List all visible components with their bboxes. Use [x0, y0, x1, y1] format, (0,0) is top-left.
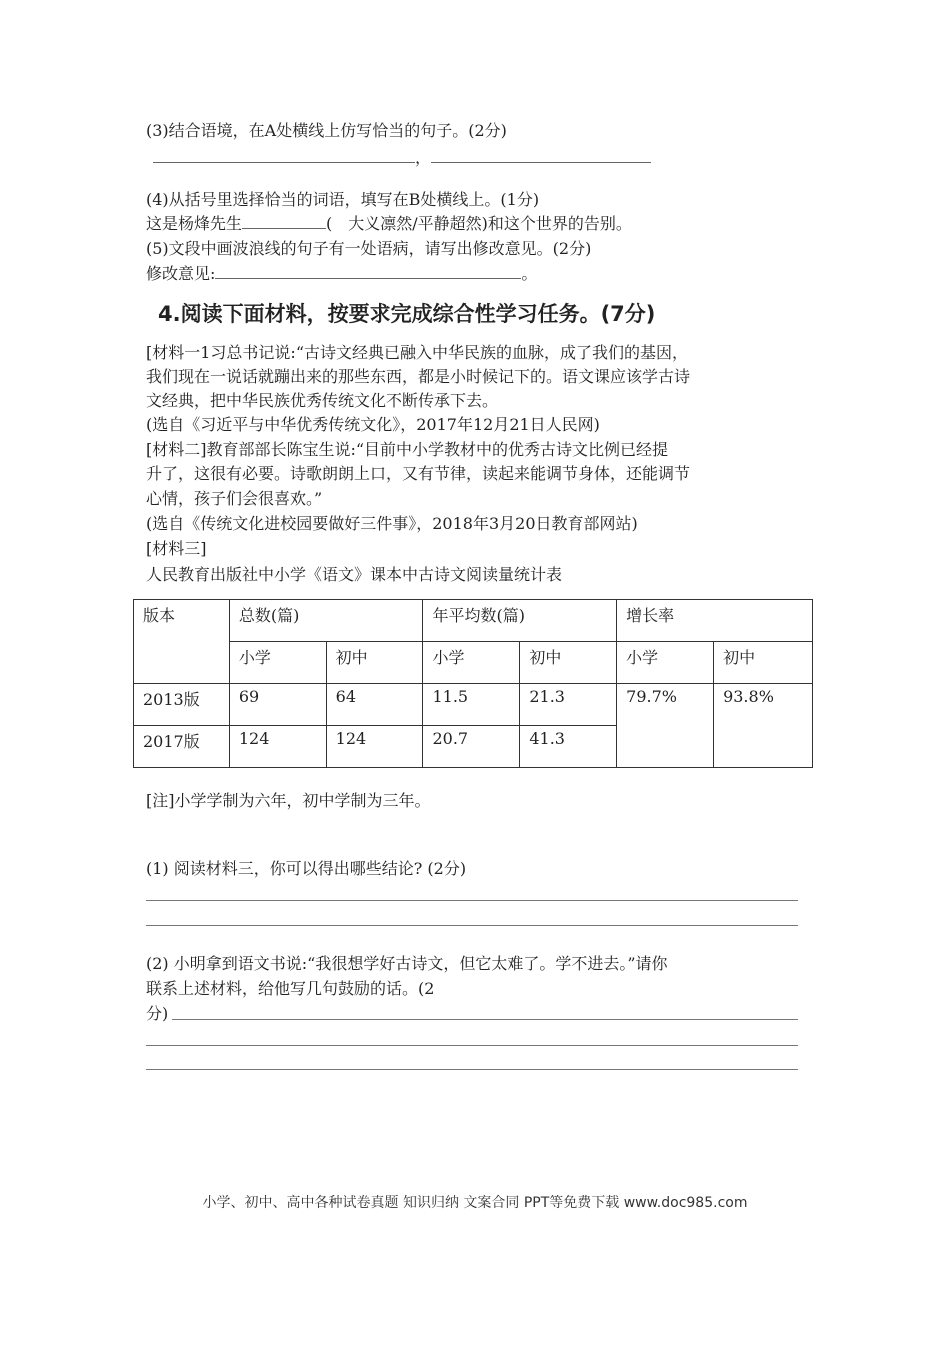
subheader-avg-junior: 初中	[520, 642, 617, 684]
answer-line-2c[interactable]	[146, 1069, 798, 1070]
question-4-prompt: (4)从括号里选择恰当的词语，填写在B处横线上。(1分)	[146, 190, 540, 209]
revision-blank[interactable]	[215, 262, 521, 279]
table-row	[134, 684, 813, 726]
answer-line-2b[interactable]	[146, 1045, 798, 1046]
material-1-line-2: 我们现在一说话就蹦出来的那些东西，都是小时候记下的。语文课应该学古诗	[146, 367, 691, 386]
question-3-answer-line[interactable]	[153, 146, 651, 170]
subheader-total-junior: 初中	[326, 642, 423, 684]
material-1-line-3: 文经典，把中华民族优秀传统文化不断传承下去。	[146, 391, 499, 410]
statistics-table	[133, 599, 813, 768]
material-2-source: (选自《传统文化进校园要做好三件事》，2018年3月20日教育部网站)	[146, 514, 638, 533]
revision-end: 。	[521, 264, 538, 283]
material-3-label: [材料三]	[146, 539, 207, 558]
table-subheader-row	[134, 642, 813, 684]
answer-line-1b[interactable]	[146, 925, 798, 926]
subheader-avg-primary: 小学	[423, 642, 520, 684]
cell-version: 2017版	[134, 726, 230, 768]
cell-avg-primary: 20.7	[423, 726, 520, 768]
material-1-line-1: [材料一1习总书记说:“古诗文经典已融入中华民族的血脉，成了我们的基因，	[146, 343, 688, 362]
cell-total-junior: 124	[326, 726, 423, 768]
header-version: 版本	[134, 600, 230, 684]
subheader-growth-junior: 初中	[714, 642, 813, 684]
question-5-prompt: (5)文段中画波浪线的句子有一处语病，请写出修改意见。(2分)	[146, 239, 592, 258]
cell-total-primary: 124	[229, 726, 326, 768]
cell-avg-primary: 11.5	[423, 684, 520, 726]
material-2-line-2: 升了，这很有必要。诗歌朗朗上口，又有节律，读起来能调节身体，还能调节	[146, 464, 691, 483]
material-2-line-1: [材料二]教育部部长陈宝生说:“目前中小学教材中的优秀古诗文比例已经提	[146, 440, 669, 459]
cell-avg-junior: 41.3	[520, 726, 617, 768]
header-average: 年平均数(篇)	[423, 600, 617, 642]
subheader-growth-primary: 小学	[617, 642, 714, 684]
cell-total-primary: 69	[229, 684, 326, 726]
answer-blank-a2[interactable]	[431, 146, 651, 163]
cell-growth-junior: 93.8%	[714, 684, 813, 768]
question-4-sentence-end: ( 大义凛然/平静超然)和这个世界的告别。	[326, 214, 632, 233]
answer-comma: ，	[415, 148, 432, 167]
cell-avg-junior: 21.3	[520, 684, 617, 726]
answer-line-1a[interactable]	[146, 900, 798, 901]
table-title: 人民教育出版社中小学《语文》课本中古诗文阅读量统计表	[146, 565, 563, 584]
question-5-answer	[146, 262, 537, 286]
revision-label: 修改意见:	[146, 264, 216, 283]
table-note: [注]小学学制为六年，初中学制为三年。	[146, 791, 431, 810]
question-3-prompt: (3)结合语境，在A处横线上仿写恰当的句子。(2分)	[146, 121, 507, 140]
footer-text: 小学、初中、高中各种试卷真题 知识归纳 文案合同 PPT等免费下载 www.doc985.com	[202, 1195, 748, 1211]
sub-question-2-line-3: 分)	[146, 1004, 169, 1023]
cell-total-junior: 64	[326, 684, 423, 726]
material-2-line-3: 心情，孩子们会很喜欢。”	[146, 489, 323, 508]
sub-question-1: (1) 阅读材料三，你可以得出哪些结论? (2分)	[146, 859, 467, 878]
question-4-sentence-start: 这是杨烽先生	[146, 214, 243, 233]
section-4-heading: 4.阅读下面材料，按要求完成综合性学习任务。(7分)	[158, 302, 656, 326]
sub-question-2-line-2: 联系上述材料，给他写几句鼓励的话。(2	[146, 979, 435, 998]
sub-question-2-line-1: (2) 小明拿到语文书说:“我很想学好古诗文，但它太难了。学不进去。”请你	[146, 954, 668, 973]
answer-line-2a[interactable]	[172, 1019, 798, 1020]
header-total: 总数(篇)	[229, 600, 423, 642]
question-4-sentence	[146, 212, 632, 236]
answer-blank-a1[interactable]	[153, 146, 415, 163]
material-1-source: (选自《习近平与中华优秀传统文化》，2017年12月21日人民网)	[146, 415, 600, 434]
answer-blank-b[interactable]	[242, 212, 326, 229]
subheader-total-primary: 小学	[229, 642, 326, 684]
cell-growth-primary: 79.7%	[617, 684, 714, 768]
header-growth: 增长率	[617, 600, 813, 642]
cell-version: 2013版	[134, 684, 230, 726]
table-header-row	[134, 600, 813, 642]
